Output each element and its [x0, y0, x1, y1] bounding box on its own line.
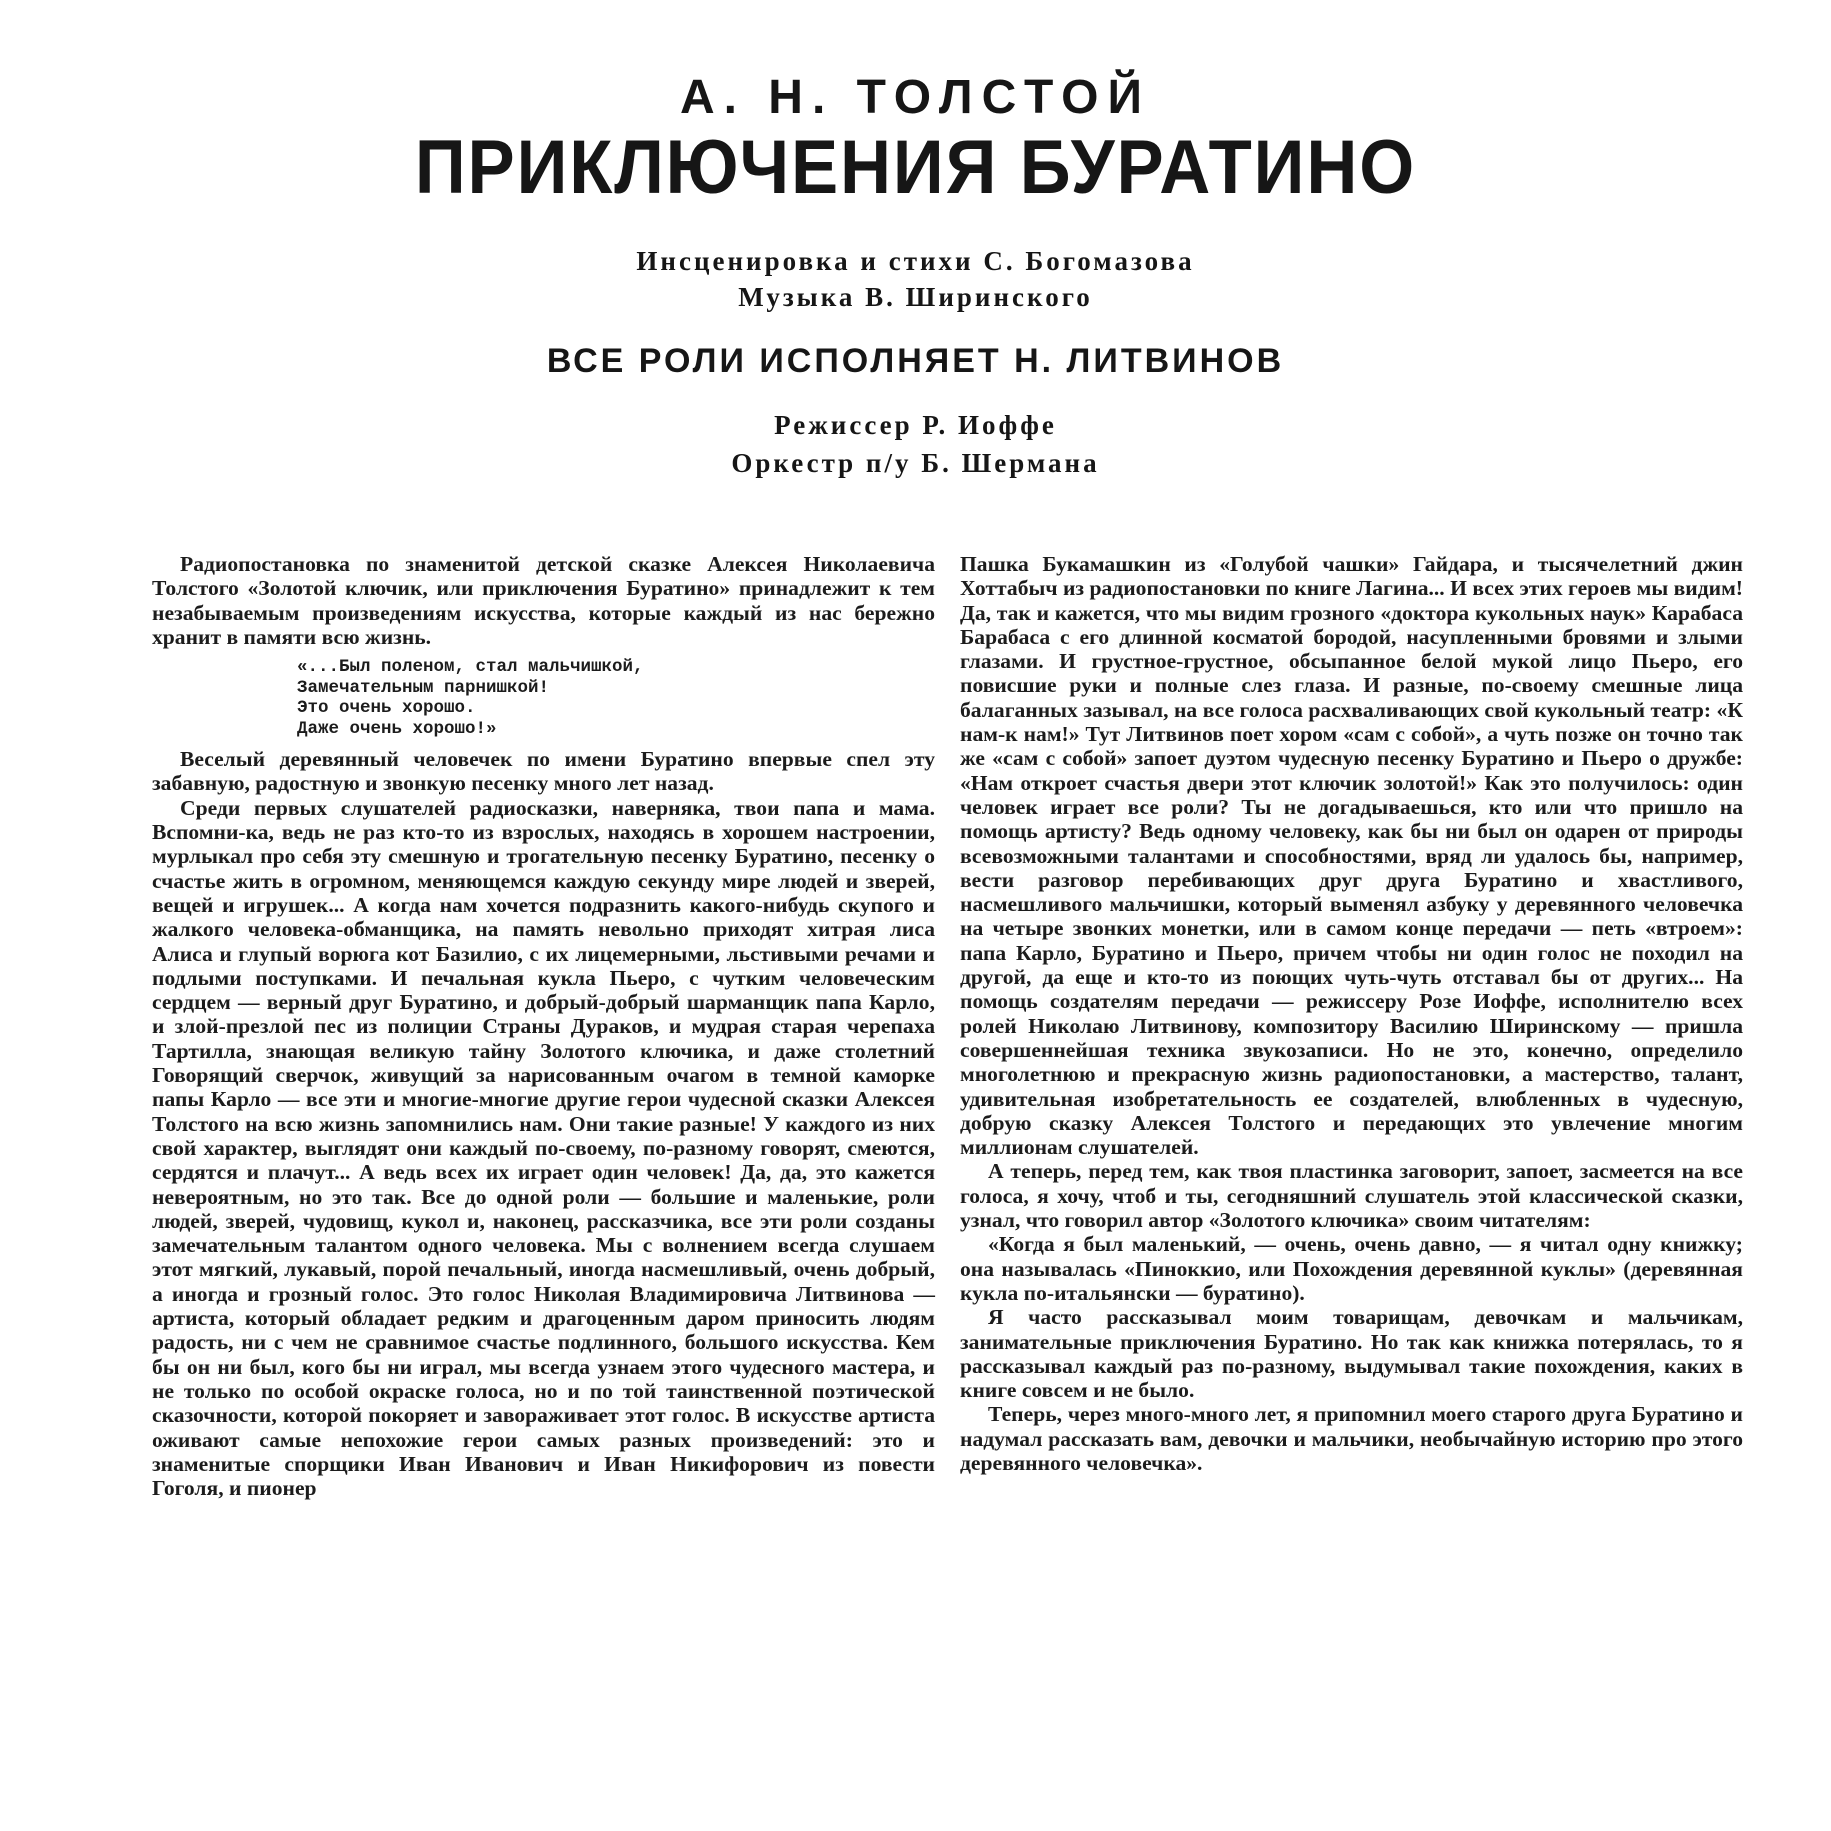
poem-line: Это очень хорошо.	[297, 698, 476, 719]
left-column	[152, 552, 935, 1500]
quote-paragraph: «Когда я был маленький, — очень, очень давно, — я читал одну книжку; она называлась «Пиноккио, или Похождения деревянной куклы» (деревянная кукла по-итальянски — буратино).	[960, 1232, 1743, 1305]
intro-paragraph: Радиопостановка по знаменитой детской сказке Алексея Николаевича Толстого «Золотой ключик, или приключения Буратино» принадлежит к тем незабываемым произведениям искусства, которые каждый из нас бережно хранит в памяти всю жизнь.	[152, 552, 935, 649]
right-column	[960, 552, 1743, 1475]
poem-line: Даже очень хорошо!»	[297, 718, 497, 739]
author-name: А. Н. ТОЛСТОЙ	[679, 71, 1152, 124]
body-paragraph: Пашка Букамашкин из «Голубой чашки» Гайдара, и тысячелетний джин Хоттабыч из радиопостановки по книге Лагина... И всех этих героев мы видим! Да, так и кажется, что мы видим грозного «доктора кукольных наук» Карабаса Барабаса с его длинной косматой бородой, насупленными бровями и злыми глазами. И грустное-грустное, обсыпанное белой мукой лицо Пьеро, его повисшие руки и полные слез глаза. И разные, по-своему смешные лица балаганных зазывал, на все голоса расхваливающих свой кукольный театр: «К нам-к нам!» Тут Литвинов поет хором «сам с собой», а чуть позже он точно так же «сам с собой» запоет дуэтом чудесную песенку Буратино и Пьеро о дружбе: «Нам откроет счастья двери этот ключик золотой!» Как это получилось: один человек играет все роли? Ты не догадываешься, кто или что пришло на помощь артисту? Ведь одному человеку, как бы ни был он одарен от природы всевозможными талантами и способностями, вряд ли удалось бы, например, вести разговор перебивающих друг друга Буратино и хвастливого, насмешливого мальчишки, который выменял азбуку у деревянного человечка на четыре звонких монетки, или в самом конце передачи — петь «втроем»: папа Карло, Буратино и Пьеро, причем чтобы ни один голос не походил на другой, да еще и кто-то из поющих чуть-чуть отставал бы от других... На помощь создателям передачи — режиссеру Розе Иоффе, исполнителю всех ролей Николаю Литвинову, композитору Василию Ширинскому — пришла совершеннейшая техника звукозаписи. Но не это, конечно, определило многолетнюю и прекрасную жизнь радиопостановки, а мастерство, талант, удивительная изобретательность ее создателей, влюбленных в чудесную, добрую сказку Алексея Толстого и передающих это увлечение многим миллионам слушателей.	[960, 552, 1743, 1160]
body-paragraph: А теперь, перед тем, как твоя пластинка заговорит, запоет, засмеется на все голоса, я хочу, чтоб и ты, сегодняшний слушатель этой классической сказки, узнал, что говорил автор «Золотого ключика» своим читателям:	[960, 1159, 1743, 1233]
quote-paragraph: Я часто рассказывал моим товарищам, девочкам и мальчикам, занимательные приключения Буратино. Но так как книжка потерялась, то я рассказывал каждый раз по-разному, выдумывал такие похождения, каких в книге совсем и не было.	[960, 1305, 1743, 1403]
poem-line: «...Был поленом, стал мальчишкой,	[297, 657, 644, 678]
body-paragraph: Веселый деревянный человечек по имени Буратино впервые спел эту забавную, радостную и звонкую песенку много лет назад.	[152, 747, 935, 796]
credit-staging: Инсценировка и стихи С. Богомазова	[636, 246, 1195, 276]
song-excerpt	[297, 657, 935, 739]
credit-orchestra: Оркестр п/у Б. Шермана	[731, 448, 1100, 478]
body-paragraph: Среди первых слушателей радиосказки, наверняка, твои папа и мама. Вспомни-ка, ведь не раз кто-то из взрослых, находясь в хорошем настроении, мурлыкал про себя эту смешную и трогательную песенку Буратино, песенку о счастье жить в огромном, меняющемся каждую секунду мире людей и зверей, вещей и игрушек... А когда нам хочется подразнить какого-нибудь скупого и жалкого человека-обманщика, на память невольно приходят хитрая лиса Алиса и глупый ворюга кот Базилио, с их лицемерными, льстивыми речами и подлыми поступками. И печальная кукла Пьеро, с чутким человеческим сердцем — верный друг Буратино, и добрый-добрый шарманщик папа Карло, и злой-презлой пес из полиции Страны Дураков, и мудрая старая черепаха Тартилла, знающая великую тайну Золотого ключика, и даже столетний Говорящий сверчок, живущий за нарисованным очагом в темной каморке папы Карло — все эти и многие-многие другие герои чудесной сказки Алексея Толстого на всю жизнь запомнились нам. Они такие разные! У каждого из них свой характер, выглядят они каждый по-своему, по-разному говорят, смеются, сердятся и плачут... А ведь всех их играет один человек! Да, да, это кажется невероятным, но это так. Все до одной роли — большие и маленькие, роли людей, зверей, чудовищ, кукол и, наконец, рассказчика, все эти роли созданы замечательным талантом одного человека. Мы с волнением всегда слушаем этот мягкий, лукавый, порой печальный, иногда насмешливый, очень добрый, а иногда и грозный голос. Это голос Николая Владимировича Литвинова — артиста, который обладает редким и драгоценным даром приносить людям радость, ни с чем не сравнимое счастье подлинного, большого искусства. Кем бы он ни был, кого бы ни играл, мы всегда узнаем этого чудесного мастера, и не только по особой окраске голоса, но и по той таинственной поэтической сказочности, которой покоряет и завораживает этот голос. В искусстве артиста оживают самые непохожие герои самых разных произведений: это и знаменитые спорщики Иван Иванович и Иван Никифорович из повести Гоголя, и пионер	[152, 795, 935, 1501]
poem-line: Замечательным парнишкой!	[297, 677, 550, 698]
quote-paragraph: Теперь, через много-много лет, я припомнил моего старого друга Буратино и надумал рассказать вам, девочки и мальчики, необычайную историю про этого деревянного человечка».	[960, 1402, 1743, 1475]
page-title: ПРИКЛЮЧЕНИЯ БУРАТИНО	[414, 125, 1417, 210]
credit-music: Музыка В. Ширинского	[738, 282, 1093, 312]
credit-director: Режиссер Р. Иоффе	[774, 410, 1057, 440]
cast-line: ВСЕ РОЛИ ИСПОЛНЯЕТ Н. ЛИТВИНОВ	[546, 342, 1285, 380]
